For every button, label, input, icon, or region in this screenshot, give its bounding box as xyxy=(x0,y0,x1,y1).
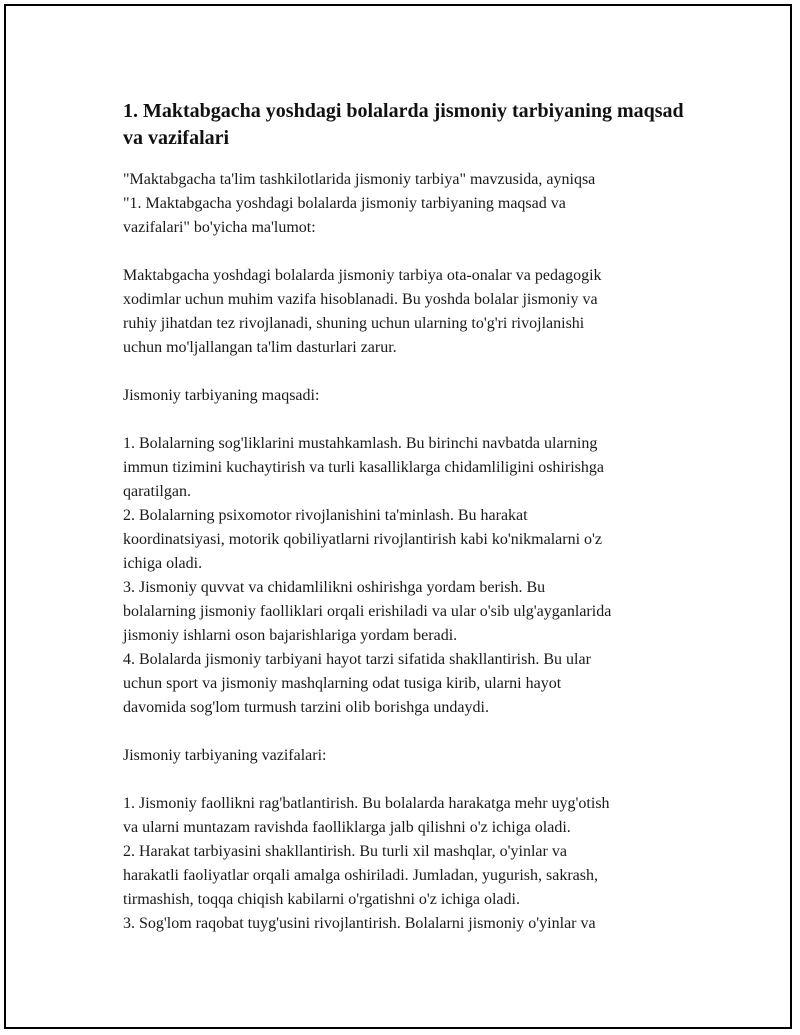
task-item: 3. Sog'lom raqobat tuyg'usini rivojlantirish. Bolalarni jismoniy o'yinlar va xyxy=(123,915,596,932)
body-paragraph: Maktabgacha yoshdagi bolalarda jismoniy tarbiya ota-onalar va pedagogik xodimlar uchun muhim vazifa hisoblanadi. Bu yoshda bolalar jismoniy va ruhiy jihatdan tez rivojlanadi, shuning uchun ularning to'g'ri rivojlanishi uchun mo'ljallangan ta'lim dasturlari zarur. xyxy=(123,267,602,356)
paragraph-gap xyxy=(123,240,693,264)
paragraph-gap xyxy=(123,360,693,384)
goal-item: 4. Bolalarda jismoniy tarbiyani hayot tarzi sifatida shakllantirish. Bu ular uchun sport va jismoniy mashqlarning odat tusiga kirib, ularni hayot davomida sog'lom turmush tarzini olib borishga undaydi. xyxy=(123,651,591,716)
intro-paragraph: "Maktabgacha ta'lim tashkilotlarida jismoniy tarbiya" mavzusida, ayniqsa "1. Maktabgacha yoshdagi bolalarda jismoniy tarbiyaning maqsad va vazifalari" bo'yicha ma'lumot: xyxy=(123,171,596,236)
paragraph-gap xyxy=(123,408,693,432)
paragraph-gap xyxy=(123,720,693,744)
tasks-heading: Jismoniy tarbiyaning vazifalari: xyxy=(123,747,327,764)
task-item: 1. Jismoniy faollikni rag'batlantirish. Bu bolalarda harakatga mehr uyg'otish va ularni muntazam ravishda faolliklarga jalb qilishni o'z ichiga oladi. xyxy=(123,795,610,836)
goal-item: 3. Jismoniy quvvat va chidamlilikni oshirishga yordam berish. Bu bolalarning jismoniy faolliklari orqali erishiladi va ular o'sib ulg'ayganlarida jismoniy ishlarni oson bajarishlariga yordam beradi. xyxy=(123,579,612,644)
goal-item: 1. Bolalarning sog'liklarini mustahkamlash. Bu birinchi navbatda ularning immun tizimini kuchaytirish va turli kasalliklarga chidamliligini oshirishga qaratilgan. xyxy=(123,435,604,500)
goal-item: 2. Bolalarning psixomotor rivojlanishini ta'minlash. Bu harakat koordinatsiyasi, motorik qobiliyatlarni rivojlantirish kabi ko'nikmalarni o'z ichiga oladi. xyxy=(123,507,603,572)
goals-heading: Jismoniy tarbiyaning maqsadi: xyxy=(123,387,320,404)
document-body xyxy=(123,98,693,936)
page-frame xyxy=(4,4,792,1029)
task-item: 2. Harakat tarbiyasini shakllantirish. Bu turli xil mashqlar, o'yinlar va harakatli faoliyatlar orqali amalga oshiriladi. Jumladan, yugurish, sakrash, tirmashish, toqqa chiqish kabilarni o'rgatishni o'z ichiga oladi. xyxy=(123,843,598,908)
paragraph-gap xyxy=(123,768,693,792)
document-title: 1. Maktabgacha yoshdagi bolalarda jismoniy tarbiyaning maqsad va vazifalari xyxy=(123,100,684,149)
